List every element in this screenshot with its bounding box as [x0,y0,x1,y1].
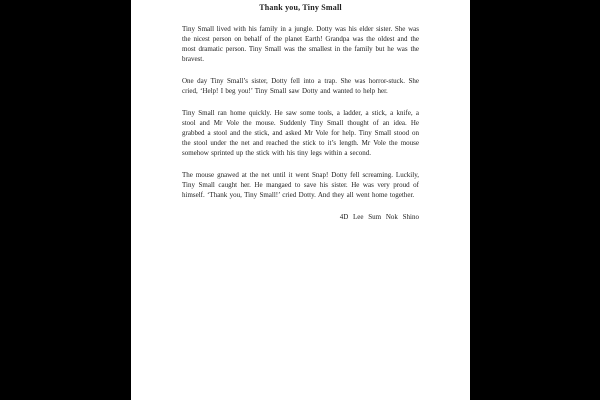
story-paragraph-3: Tiny Small ran home quickly. He saw some tools, a ladder, a stick, a knife, a stool and Mr Vole the mouse. Suddenly Tiny Small thought of an idea. He grabbed a stool and the stick, and asked Mr Vole for help. Tiny Small stood on the stool under the net and reached the stick to it’s length. Mr Vole the mouse somehow sprinted up the stick with his tiny legs within a second. [182,109,419,157]
author-signature: 4D Lee Sum Nok Shino [339,213,419,221]
story-paragraph-4: The mouse gnawed at the net until it went Snap! Dotty fell screaming. Luckily, Tiny Small caught her. He mangaed to save his sister. He was very proud of himself. ‘Thank you, Tiny Small!’ cried Dotty. And they all went home together. [182,171,419,199]
story-paragraph-1: Tiny Small lived with his family in a jungle. Dotty was his elder sister. She was the nicest person on behalf of the planet Earth! Grandpa was the oldest and the most dramatic person. Tiny Small was the smallest in the family but he was the bravest. [182,25,419,63]
story-paragraph-2: One day Tiny Small’s sister, Dotty fell into a trap. She was horror-stuck. She cried, ‘Help! I beg you!’ Tiny Small saw Dotty and wanted to help her. [182,77,419,95]
document-title: Thank you, Tiny Small [259,3,342,12]
document-page [131,0,470,400]
